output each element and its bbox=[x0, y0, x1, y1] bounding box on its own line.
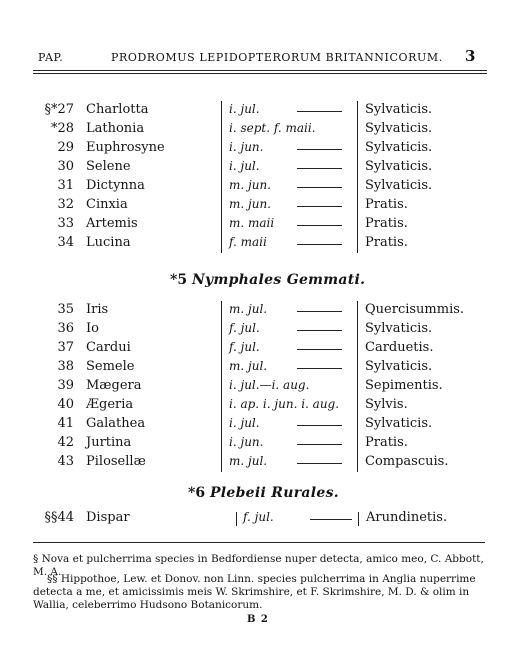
section-heading-title: Nymphales Gemmati. bbox=[191, 272, 366, 288]
ditto-dash bbox=[297, 330, 342, 331]
species-number: 43 bbox=[57, 454, 74, 469]
habitat: Sylvaticis. bbox=[365, 102, 433, 117]
flight-period: i. jun. bbox=[229, 140, 264, 154]
species-number: §§44 bbox=[44, 510, 74, 525]
column-rule-left bbox=[221, 358, 222, 377]
species-number: 34 bbox=[57, 235, 74, 250]
species-name: Euphrosyne bbox=[86, 140, 165, 155]
species-name: Selene bbox=[86, 159, 131, 174]
species-name: Cardui bbox=[86, 340, 131, 355]
flight-period: f. jul. bbox=[243, 510, 274, 524]
habitat: Pratis. bbox=[365, 216, 408, 231]
flight-period: f. jul. bbox=[229, 340, 260, 354]
column-rule-right bbox=[357, 101, 358, 120]
species-row bbox=[0, 378, 524, 397]
column-rule-right bbox=[357, 120, 358, 139]
running-title: PRODROMUS LEPIDOPTERORUM BRITANNICORUM. bbox=[111, 51, 443, 64]
habitat: Sylvaticis. bbox=[365, 140, 433, 155]
ditto-dash bbox=[297, 149, 342, 150]
species-row bbox=[0, 340, 524, 359]
species-number: 38 bbox=[57, 359, 74, 374]
species-number: 42 bbox=[57, 435, 74, 450]
column-rule-right bbox=[357, 177, 358, 196]
species-number: 31 bbox=[57, 178, 74, 193]
species-row bbox=[0, 102, 524, 121]
species-row bbox=[0, 197, 524, 216]
species-row bbox=[0, 178, 524, 197]
flight-period: m. jul. bbox=[229, 302, 268, 316]
section-heading-title: Plebeii Rurales. bbox=[209, 485, 339, 501]
habitat: Pratis. bbox=[365, 197, 408, 212]
species-number: 33 bbox=[57, 216, 74, 231]
header-rule-bottom bbox=[33, 73, 487, 74]
habitat: Carduetis. bbox=[365, 340, 434, 355]
habitat: Pratis. bbox=[365, 235, 408, 250]
ditto-dash bbox=[297, 244, 342, 245]
flight-period: m. maii bbox=[229, 216, 275, 230]
page-number: 3 bbox=[465, 47, 476, 65]
column-rule-left bbox=[221, 158, 222, 177]
habitat: Compascuis. bbox=[365, 454, 449, 469]
species-row bbox=[0, 121, 524, 140]
flight-period: m. jun. bbox=[229, 197, 271, 211]
column-rule-left bbox=[221, 301, 222, 320]
column-rule-right bbox=[357, 234, 358, 253]
species-row bbox=[0, 454, 524, 473]
species-row bbox=[0, 321, 524, 340]
species-number: 41 bbox=[57, 416, 74, 431]
section-heading bbox=[188, 485, 339, 501]
species-name: Io bbox=[86, 321, 99, 336]
habitat: Sylvaticis. bbox=[365, 159, 433, 174]
section-heading-number: *6 bbox=[188, 485, 206, 501]
ditto-dash bbox=[297, 425, 342, 426]
column-rule-left bbox=[221, 215, 222, 234]
column-rule-right bbox=[357, 415, 358, 434]
header-left: PAP. bbox=[38, 51, 64, 64]
species-row bbox=[0, 416, 524, 435]
ditto-dash bbox=[297, 463, 342, 464]
column-rule-left bbox=[221, 453, 222, 472]
species-row bbox=[0, 302, 524, 321]
column-rule-right bbox=[357, 158, 358, 177]
species-number: 40 bbox=[57, 397, 74, 412]
column-rule-left bbox=[221, 101, 222, 120]
habitat: Sylvis. bbox=[365, 397, 408, 412]
species-number: 39 bbox=[57, 378, 74, 393]
habitat: Arundinetis. bbox=[366, 510, 448, 525]
species-name: Ægeria bbox=[86, 397, 134, 412]
species-number: 36 bbox=[57, 321, 74, 336]
species-row bbox=[0, 140, 524, 159]
habitat: Pratis. bbox=[365, 435, 408, 450]
species-name: Lathonia bbox=[86, 121, 145, 136]
column-rule-left bbox=[221, 396, 222, 415]
ditto-dash bbox=[297, 349, 342, 350]
species-name: Iris bbox=[86, 302, 109, 317]
species-name: Cinxia bbox=[86, 197, 128, 212]
ditto-dash bbox=[297, 111, 342, 112]
column-rule-right bbox=[357, 215, 358, 234]
habitat: Quercisummis. bbox=[365, 302, 465, 317]
column-rule-left bbox=[221, 377, 222, 396]
ditto-dash bbox=[297, 444, 342, 445]
habitat: Sylvaticis. bbox=[365, 359, 433, 374]
ditto-dash bbox=[297, 206, 342, 207]
column-rule-right bbox=[357, 377, 358, 396]
column-rule-right bbox=[357, 196, 358, 215]
ditto-dash bbox=[297, 168, 342, 169]
flight-period: m. jun. bbox=[229, 178, 271, 192]
habitat: Sylvaticis. bbox=[365, 121, 433, 136]
species-number: 29 bbox=[57, 140, 74, 155]
species-name: Lucina bbox=[86, 235, 131, 250]
column-rule-left bbox=[221, 339, 222, 358]
column-rule-right bbox=[357, 139, 358, 158]
habitat: Sepimentis. bbox=[365, 378, 443, 393]
column-rule-left bbox=[221, 139, 222, 158]
ditto-dash bbox=[310, 519, 352, 520]
flight-period: i. jul. bbox=[229, 102, 260, 116]
species-row bbox=[0, 235, 524, 254]
column-rule-left bbox=[221, 415, 222, 434]
species-number: 30 bbox=[57, 159, 74, 174]
species-row bbox=[0, 359, 524, 378]
column-rule-right bbox=[357, 358, 358, 377]
column-rule-left bbox=[221, 196, 222, 215]
column-rule-left bbox=[236, 512, 237, 526]
species-number: 35 bbox=[57, 302, 74, 317]
flight-period: i. jun. bbox=[229, 435, 264, 449]
species-name: Dispar bbox=[86, 510, 130, 525]
section-heading-number: *5 bbox=[170, 272, 188, 288]
species-number: 32 bbox=[57, 197, 74, 212]
species-row bbox=[0, 397, 524, 416]
species-name: Dictynna bbox=[86, 178, 145, 193]
ditto-dash bbox=[297, 311, 342, 312]
species-name: Artemis bbox=[86, 216, 138, 231]
species-number: 37 bbox=[57, 340, 74, 355]
column-rule-right bbox=[357, 320, 358, 339]
flight-period: m. jul. bbox=[229, 359, 268, 373]
column-rule-right bbox=[357, 396, 358, 415]
signature-mark: B 2 bbox=[247, 614, 269, 625]
column-rule-left bbox=[221, 434, 222, 453]
column-rule-right bbox=[358, 512, 359, 526]
species-number: §*27 bbox=[44, 102, 74, 117]
footnote-rule bbox=[33, 542, 485, 543]
species-row bbox=[0, 159, 524, 178]
header-rule-top bbox=[33, 70, 487, 71]
column-rule-right bbox=[357, 339, 358, 358]
column-rule-left bbox=[221, 120, 222, 139]
species-name: Pilosellæ bbox=[86, 454, 146, 469]
species-name: Charlotta bbox=[86, 102, 149, 117]
ditto-dash bbox=[297, 225, 342, 226]
column-rule-right bbox=[357, 301, 358, 320]
column-rule-left bbox=[221, 177, 222, 196]
flight-period: i. jul. bbox=[229, 159, 260, 173]
species-number: *28 bbox=[50, 121, 74, 136]
column-rule-right bbox=[357, 453, 358, 472]
habitat: Sylvaticis. bbox=[365, 321, 433, 336]
habitat: Sylvaticis. bbox=[365, 416, 433, 431]
species-name: Mægera bbox=[86, 378, 142, 393]
ditto-dash bbox=[297, 368, 342, 369]
habitat: Sylvaticis. bbox=[365, 178, 433, 193]
footnote-2: §§ Hippothoe, Lew. et Donov. non Linn. species pulcherrima in Anglia nuperrime detecta a me, et amicissimis meis W. Skrimshire, et F. Skrimshire, M. D. & olim in Wallia, celeberrimo Hudsono Botanicorum. bbox=[33, 573, 476, 611]
footnote-1: § Nova et pulcherrima species in Bedfordiense nuper detecta, amico meo, C. Abbott, M. A. bbox=[33, 553, 484, 578]
column-rule-right bbox=[357, 434, 358, 453]
species-row bbox=[0, 510, 524, 529]
flight-period: i. jul.—i. aug. bbox=[229, 378, 310, 392]
column-rule-left bbox=[221, 234, 222, 253]
flight-period: i. jul. bbox=[229, 416, 260, 430]
species-name: Galathea bbox=[86, 416, 146, 431]
column-rule-left bbox=[221, 320, 222, 339]
species-row bbox=[0, 216, 524, 235]
species-name: Jurtina bbox=[86, 435, 132, 450]
flight-period: f. maii bbox=[229, 235, 267, 249]
flight-period: i. sept. f. maii. bbox=[229, 121, 316, 135]
section-heading bbox=[170, 272, 365, 288]
flight-period: m. jul. bbox=[229, 454, 268, 468]
species-name: Semele bbox=[86, 359, 135, 374]
species-row bbox=[0, 435, 524, 454]
ditto-dash bbox=[297, 187, 342, 188]
flight-period: f. jul. bbox=[229, 321, 260, 335]
flight-period: i. ap. i. jun. i. aug. bbox=[229, 397, 340, 411]
